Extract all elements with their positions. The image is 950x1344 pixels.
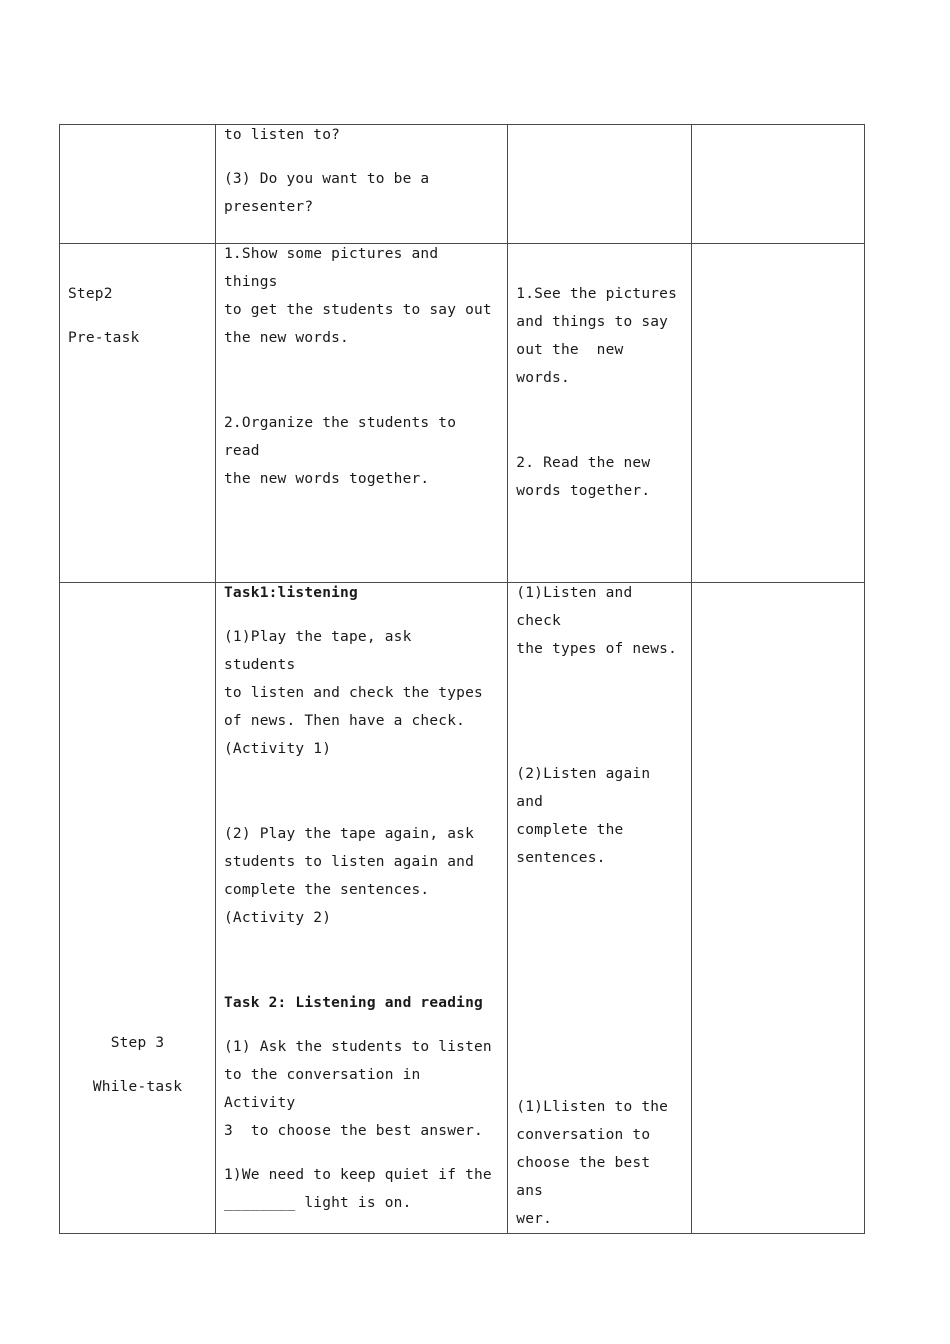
- teacher-text: (1)Play the tape, ask students to listen and check the types of news. Then have a check. (Activity 1): [223, 629, 483, 757]
- student-text: 1.See the pictures and things to say out the new words.: [516, 286, 678, 386]
- table-row: [60, 125, 865, 244]
- lesson-plan-table: [59, 124, 865, 1234]
- student-text: (1)Llisten to the conversation to choose the best ans wer.: [516, 1099, 669, 1227]
- teacher-text: 1.Show some pictures and things to get the students to say out the new words.: [223, 246, 492, 346]
- teacher-text: to listen to?: [223, 127, 341, 143]
- teacher-text: (1) Ask the students to listen to the conversation in Activity 3 to choose the best answer.: [223, 1039, 492, 1139]
- task1-title: Task1:listening: [223, 585, 358, 601]
- step-label: Step2: [68, 286, 113, 302]
- teacher-text: (2) Play the tape again, ask students to listen again and complete the sentences. (Activity 2): [223, 826, 475, 926]
- step-label: Step 3: [110, 1035, 165, 1051]
- teacher-activity-cell: [215, 244, 507, 583]
- student-text: (2)Listen again and complete the sentences.: [516, 766, 651, 866]
- notes-cell: [691, 125, 864, 244]
- teacher-text: 1)We need to keep quiet if the ________ light is on.: [223, 1167, 492, 1211]
- student-activity-cell: [508, 583, 691, 1234]
- step-cell: [60, 583, 216, 1234]
- task2-title: Task 2: Listening and reading: [223, 995, 483, 1011]
- table-row: [60, 244, 865, 583]
- student-text: 2. Read the new words together.: [516, 455, 651, 499]
- teacher-text: (3) Do you want to be a presenter?: [223, 171, 430, 215]
- step-cell: [60, 125, 216, 244]
- notes-cell: [691, 244, 864, 583]
- stage-label: Pre-task: [68, 330, 140, 346]
- stage-label: While-task: [92, 1079, 183, 1095]
- teacher-activity-cell: [215, 583, 507, 1234]
- student-activity-cell: [508, 125, 691, 244]
- student-activity-cell: [508, 244, 691, 583]
- teacher-activity-cell: [215, 125, 507, 244]
- step-cell: [60, 244, 216, 583]
- notes-cell: [691, 583, 864, 1234]
- teacher-text: 2.Organize the students to read the new words together.: [223, 415, 457, 487]
- student-text: (1)Listen and check the types of news.: [516, 585, 678, 657]
- table-row: [60, 583, 865, 1234]
